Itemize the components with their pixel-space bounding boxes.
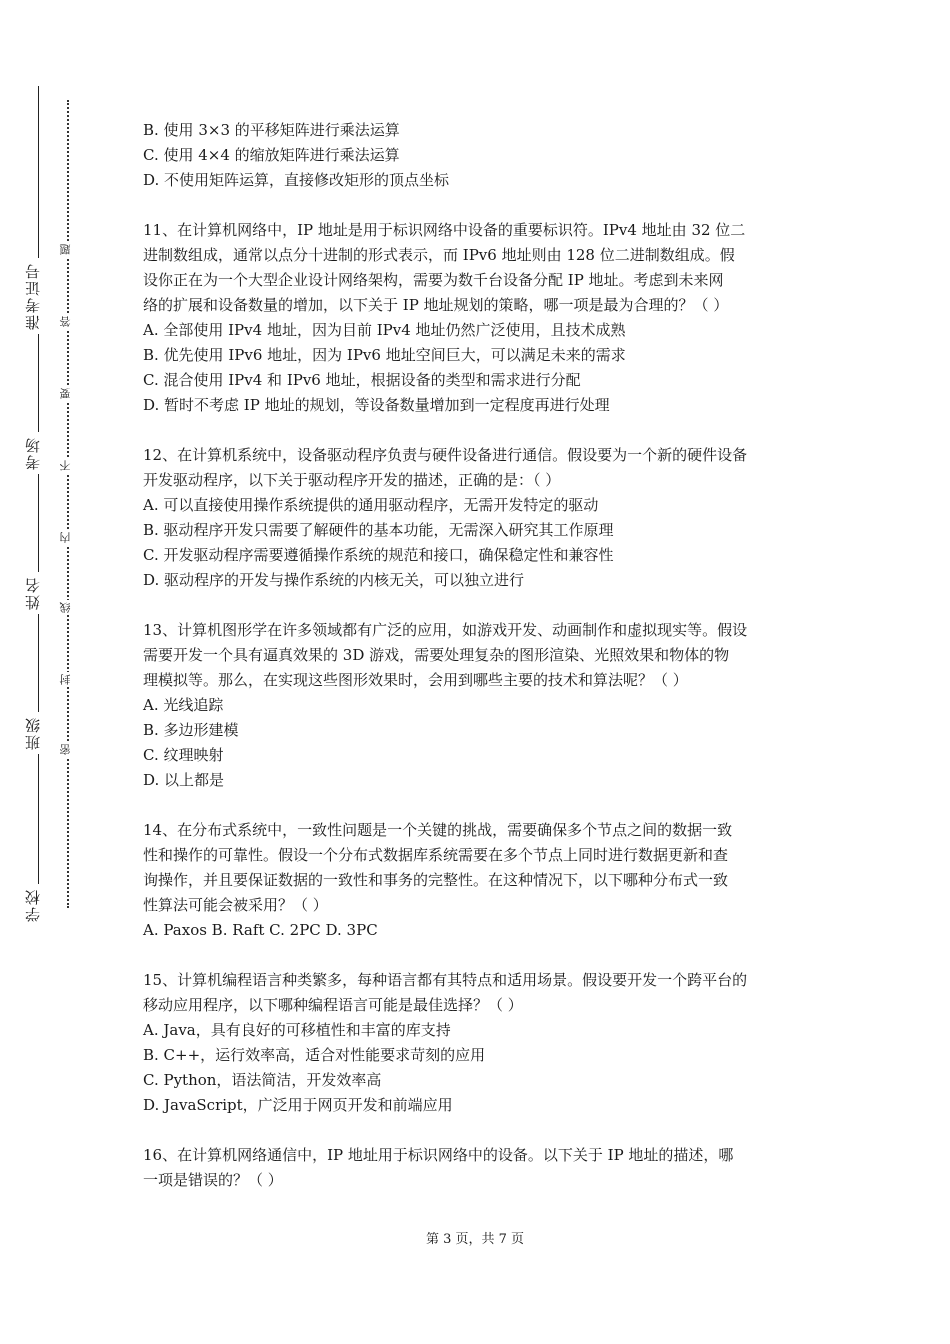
class-label: 班级 [22, 712, 54, 754]
option: A. Java，具有良好的可移植性和丰富的库支持 [143, 1021, 451, 1039]
exam-number-label: 准考证号 [22, 258, 54, 334]
school-label: 学校 [22, 884, 54, 926]
option: B. 使用 3×3 的平移矩阵进行乘法运算 [143, 121, 400, 139]
option: C. 混合使用 IPv4 和 IPv6 地址，根据设备的类型和需求进行分配 [143, 371, 581, 389]
option: C. 纹理映射 [143, 746, 224, 764]
option: D. 暂时不考虑 IP 地址的规划，等设备数量增加到一定程度再进行处理 [143, 396, 610, 414]
question-stem: 移动应用程序，以下哪种编程语言可能是最佳选择？（ ） [143, 996, 523, 1014]
option: B. C++，运行效率高，适合对性能要求苛刻的应用 [143, 1046, 486, 1064]
seal-char: 线 [58, 600, 78, 615]
option: B. 优先使用 IPv6 地址，因为 IPv6 地址空间巨大，可以满足未来的需求 [143, 346, 626, 364]
option: C. 开发驱动程序需要遵循操作系统的规范和接口，确保稳定性和兼容性 [143, 546, 614, 564]
option: B. 驱动程序开发只需要了解硬件的基本功能，无需深入研究其工作原理 [143, 521, 614, 539]
continued-options [143, 118, 813, 193]
option: B. 多边形建模 [143, 721, 239, 739]
question-stem: 性和操作的可靠性。假设一个分布式数据库系统需要在多个节点上同时进行数据更新和查 [143, 846, 729, 864]
option: D. 不使用矩阵运算，直接修改矩形的顶点坐标 [143, 171, 450, 189]
question-content [143, 118, 813, 1193]
question-12 [143, 443, 813, 593]
question-16 [143, 1143, 813, 1193]
seal-char: 答 [58, 314, 78, 329]
question-stem: 络的扩展和设备数量的增加，以下关于 IP 地址规划的策略，哪一项是最为合理的？（ ） [143, 296, 729, 314]
seal-char: 内 [58, 530, 78, 545]
seal-char: 题 [58, 242, 78, 257]
question-stem: 理模拟等。那么，在实现这些图形效果时，会用到哪些主要的技术和算法呢？（ ） [143, 671, 688, 689]
name-label: 姓名 [22, 572, 54, 614]
question-14 [143, 818, 813, 943]
question-stem: 性算法可能会被采用？（ ） [143, 896, 328, 914]
seal-char: 封 [58, 672, 78, 687]
question-stem: 12、在计算机系统中，设备驱动程序负责与硬件设备进行通信。假设要为一个新的硬件设备 [143, 446, 748, 464]
question-stem: 需要开发一个具有逼真效果的 3D 游戏，需要处理复杂的图形渲染、光照效果和物体的物 [143, 646, 730, 664]
question-stem: 设你正在为一个大型企业设计网络架构，需要为数千台设备分配 IP 地址。考虑到未来网 [143, 271, 724, 289]
question-13 [143, 618, 813, 793]
seal-char: 要 [58, 386, 78, 401]
option: A. 可以直接使用操作系统提供的通用驱动程序，无需开发特定的驱动 [143, 496, 599, 514]
question-stem: 13、计算机图形学在许多领域都有广泛的应用，如游戏开发、动画制作和虚拟现实等。假设 [143, 621, 748, 639]
option: C. Python，语法简洁，开发效率高 [143, 1071, 382, 1089]
option: C. 使用 4×4 的缩放矩阵进行乘法运算 [143, 146, 400, 164]
option: A. 全部使用 IPv4 地址，因为目前 IPv4 地址仍然广泛使用，且技术成熟 [143, 321, 626, 339]
question-15 [143, 968, 813, 1118]
option: D. 以上都是 [143, 771, 225, 789]
option: D. 驱动程序的开发与操作系统的内核无关，可以独立进行 [143, 571, 525, 589]
question-stem: 进制数组成，通常以点分十进制的形式表示，而 IPv6 地址则由 128 位二进制数组成。假 [143, 246, 735, 264]
question-stem: 15、计算机编程语言种类繁多，每种语言都有其特点和适用场景。假设要开发一个跨平台的 [143, 971, 748, 989]
exam-room-label: 考场 [22, 432, 54, 474]
question-stem: 11、在计算机网络中，IP 地址是用于标识网络中设备的重要标识符。IPv4 地址由 32 位二 [143, 221, 746, 239]
question-stem: 14、在分布式系统中，一致性问题是一个关键的挑战，需要确保多个节点之间的数据一致 [143, 821, 733, 839]
option: A. 光线追踪 [143, 696, 224, 714]
question-11 [143, 218, 813, 418]
seal-char: 不 [58, 458, 78, 473]
question-stem: 一项是错误的？（ ） [143, 1171, 283, 1189]
question-stem: 询操作，并且要保证数据的一致性和事务的完整性。在这种情况下，以下哪种分布式一致 [143, 871, 729, 889]
seal-characters [58, 0, 78, 1344]
question-stem: 16、在计算机网络通信中，IP 地址用于标识网络中的设备。以下关于 IP 地址的描述，哪 [143, 1146, 734, 1164]
option: D. JavaScript，广泛用于网页开发和前端应用 [143, 1096, 453, 1114]
binding-labels [22, 0, 54, 1344]
seal-char: 密 [58, 742, 78, 757]
option: A. Paxos B. Raft C. 2PC D. 3PC [143, 921, 378, 939]
question-stem: 开发驱动程序，以下关于驱动程序开发的描述，正确的是：（ ） [143, 471, 561, 489]
page-number: 第 3 页，共 7 页 [425, 1232, 525, 1247]
